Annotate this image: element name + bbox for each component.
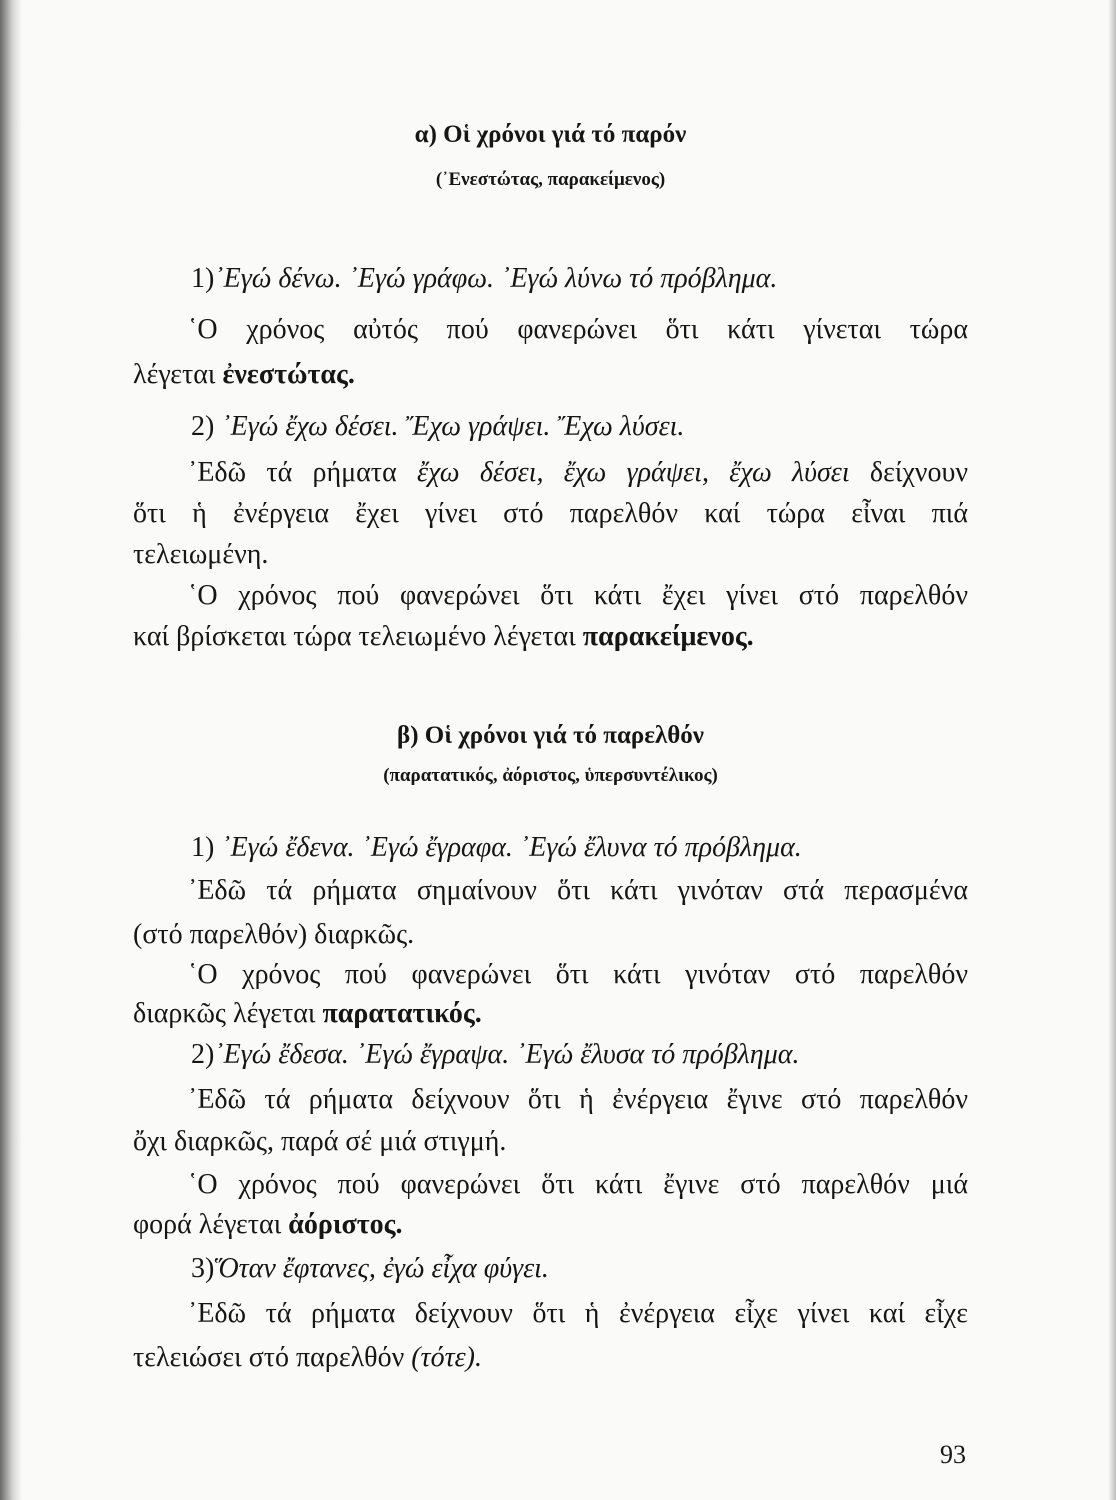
page-binding-shadow — [0, 0, 22, 1500]
text-run: καί βρίσκεται τώρα τελειωμένο λέγεται — [133, 621, 583, 652]
term-paratatikos: παρατατικός. — [322, 998, 482, 1029]
text-run: ᾿Εδῶ τά ρήματα — [188, 457, 418, 488]
section-b-title: β) Οἱ χρόνοι γιά τό παρελθόν — [397, 722, 704, 749]
section-a-para-1-line-1: ῾Ο χρόνος αὐτός πού φανερώνει ὅτι κάτι γίνεται τώρα — [188, 314, 968, 345]
section-b-example-1 — [191, 831, 802, 865]
example-number: 3) — [191, 1253, 215, 1284]
term-aoristos: ἀόριστος. — [288, 1209, 403, 1240]
section-a-para-2-line-3: τελειωμένη. — [133, 539, 269, 570]
section-b-para-2-line-2 — [133, 997, 482, 1031]
example-text: ᾿Εγώ ἔδεσα. ᾿Εγώ ἔγραψα. ᾿Εγώ ἔλυσα τό πρόβλημα. — [214, 1039, 800, 1070]
section-b-example-2 — [191, 1038, 799, 1072]
section-a-para-3-line-1: ῾Ο χρόνος πού φανερώνει ὅτι κάτι ἔχει γίνει στό παρελθόν — [188, 580, 968, 611]
example-text: Ὅταν ἔφτανες, ἐγώ εἶχα φύγει. — [214, 1253, 549, 1284]
section-a-example-2 — [191, 410, 684, 444]
section-b-para-4-line-1: ῾Ο χρόνος πού φανερώνει ὅτι κάτι ἔγινε στό παρελθόν μιά — [188, 1169, 968, 1200]
text-run: φορά λέγεται — [133, 1209, 289, 1240]
section-b-para-1-line-2: (στό παρελθόν) διαρκῶς. — [133, 919, 415, 950]
text-run: διαρκῶς λέγεται — [133, 998, 323, 1029]
page-edge-shadow — [1108, 0, 1116, 1500]
section-b-para-4-line-2 — [133, 1208, 403, 1242]
example-text: ᾿Εγώ ἔχω δέσει. Ἔχω γράψει. Ἔχω λύσει. — [221, 411, 685, 442]
term-enestotas: ἐνεστώτας. — [222, 359, 355, 390]
section-b-para-3-line-2: ὄχι διαρκῶς, παρά σέ μιά στιγμή. — [133, 1126, 507, 1157]
section-b-para-5-line-2 — [133, 1341, 482, 1375]
text-run: δείχνουν — [849, 457, 968, 488]
section-b-para-5-line-1: ᾿Εδῶ τά ρήματα δείχνουν ὅτι ἡ ἐνέργεια εἶχε γίνει καί εἶχε — [188, 1298, 968, 1329]
section-b-para-3-line-1: ᾿Εδῶ τά ρήματα δείχνουν ὅτι ἡ ἐνέργεια ἔγινε στό παρελθόν — [188, 1084, 968, 1115]
example-text: ᾿Εγώ δένω. ᾿Εγώ γράφω. ᾿Εγώ λύνω τό πρόβλημα. — [214, 263, 778, 294]
section-a-para-2-line-1 — [133, 456, 968, 490]
example-text: ᾿Εγώ ἔδενα. ᾿Εγώ ἔγραφα. ᾿Εγώ ἔλυνα τό πρόβλημα. — [221, 832, 802, 863]
text-run: τελειώσει στό παρελθόν — [133, 1342, 412, 1373]
italic-verbs: ἔχω δέσει, ἔχω γράψει, ἔχω λύσει — [417, 457, 850, 488]
section-b-example-3 — [191, 1252, 549, 1286]
section-b-para-1-line-1: ᾿Εδῶ τά ρήματα σημαίνουν ὅτι κάτι γινόταν στά περασμένα — [188, 875, 968, 906]
page-number: 93 — [940, 1440, 966, 1469]
italic-tote: (τότε). — [411, 1342, 482, 1373]
example-number: 2) — [191, 1039, 215, 1070]
example-number: 1) — [191, 263, 215, 294]
section-b-para-2-line-1: ῾Ο χρόνος πού φανερώνει ὅτι κάτι γινόταν στό παρελθόν — [188, 959, 968, 990]
section-a-para-3-line-2 — [133, 620, 754, 654]
section-a-para-2-line-2: ὅτι ἡ ἐνέργεια ἔχει γίνει στό παρελθόν καί τώρα εἶναι πιά — [133, 498, 968, 529]
example-number: 1) — [191, 832, 215, 863]
section-a-title: α) Οἱ χρόνοι γιά τό παρόν — [414, 121, 687, 148]
section-a-para-1-line-2 — [133, 358, 355, 392]
example-number: 2) — [191, 411, 215, 442]
section-a-example-1 — [191, 262, 777, 296]
section-a-subtitle: (᾿Ενεστώτας, παρακείμενος) — [435, 169, 666, 190]
text-run: λέγεται — [133, 359, 223, 390]
term-parakeimenos: παρακείμενος. — [582, 621, 754, 652]
section-b-subtitle: (παρατατικός, ἀόριστος, ὑπερσυντέλικος) — [383, 765, 718, 786]
